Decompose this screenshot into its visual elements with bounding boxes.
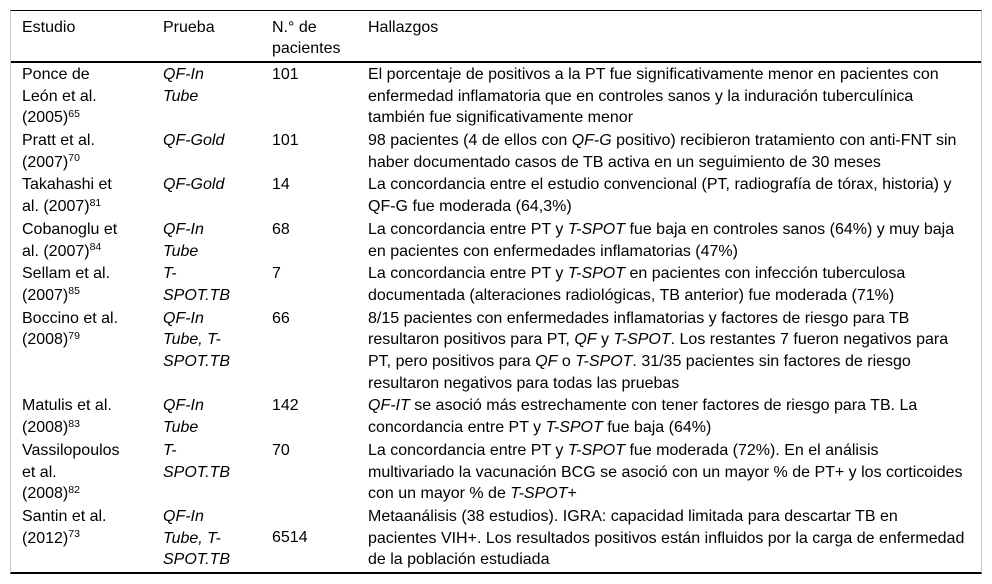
- findings-text: +: [567, 485, 577, 503]
- study-name: Matulis et al. (2008): [22, 397, 112, 437]
- findings-text: en pacientes con infección tuberculosa documentada (alteraciones radiológicas, TB anterior) fue moderada (71%): [368, 265, 906, 304]
- table-row: [11, 395, 981, 439]
- study-name: Vassilopoulos et al. (2008): [22, 441, 120, 503]
- study-name: Boccino et al. (2008): [22, 309, 119, 349]
- citation-ref: 83: [68, 417, 80, 430]
- table-row: [11, 263, 981, 307]
- study-name: Ponce de León et al. (2005): [22, 65, 97, 127]
- test-cell: QF-In Tube, T-SPOT.TB: [163, 309, 230, 371]
- test-cell: T-SPOT.TB: [163, 441, 230, 481]
- findings-text: 98 pacientes (4 de ellos con: [368, 132, 572, 150]
- patients-count-cell: 68: [272, 220, 290, 238]
- citation-ref: 82: [68, 483, 80, 496]
- patients-count-cell: 7: [272, 265, 281, 283]
- table-row: [11, 439, 981, 505]
- test-name-emphasis: T-SPOT: [510, 485, 568, 503]
- findings-cell: [368, 174, 981, 218]
- study-cell: [11, 63, 163, 129]
- findings-cell: [368, 63, 981, 129]
- findings-cell: [368, 130, 981, 174]
- patients-count-cell: 66: [272, 309, 290, 327]
- study-cell: [11, 174, 163, 218]
- study-name: Santin et al. (2012): [22, 507, 107, 547]
- study-cell: [11, 263, 163, 307]
- findings-cell: [368, 439, 981, 505]
- citation-ref: 73: [68, 528, 80, 541]
- patients-count-cell: 142: [272, 397, 299, 415]
- test-cell: T-SPOT.TB: [163, 265, 230, 304]
- findings-text: La concordancia entre PT y: [368, 220, 568, 238]
- patients-count-cell: 70: [272, 441, 290, 459]
- findings-text: Metaanálisis (38 estudios). IGRA: capacidad limitada para descartar TB en pacientes VIH+. Los resultados positivos están influidos por la carga de enfermedad de la población estudiada: [368, 507, 965, 569]
- findings-text: positivo) recibieron tratamiento con anti-FNT sin haber documentado casos de TB activa en un seguimiento de 30 meses: [368, 132, 957, 171]
- study-cell: [11, 439, 163, 505]
- test-name-emphasis: T-SPOT: [575, 353, 633, 371]
- findings-cell: [368, 218, 981, 262]
- test-name-emphasis: T-SPOT: [567, 441, 626, 459]
- test-name-emphasis: QF: [574, 331, 597, 349]
- findings-cell: [368, 505, 981, 571]
- test-cell: QF-In Tube: [163, 397, 204, 437]
- findings-text: 8/15 pacientes con enfermedades inflamatorias y factores de riesgo para TB resultaron positivos para PT,: [368, 309, 910, 349]
- findings-text: . 31/35 pacientes sin factores de riesgo resultaron negativos para todas las pruebas: [368, 353, 911, 392]
- igra-studies-table: [10, 10, 982, 574]
- findings-text: fue moderada (72%). En el análisis multivariado la vacunación BCG se asoció con un mayor % de PT+ y los corticoides con un mayor % de: [368, 441, 963, 503]
- study-cell: [11, 307, 163, 351]
- column-header-estudio: Estudio: [22, 18, 76, 36]
- findings-text: El porcentaje de positivos a la PT fue significativamente menor en pacientes con enfermedad inflamatoria que en controles sanos y la induración tuberculínica también fue significativamente menor: [368, 65, 939, 127]
- study-name: Takahashi et al. (2007): [22, 176, 112, 216]
- citation-ref: 70: [68, 152, 80, 165]
- findings-text: o: [557, 353, 576, 371]
- findings-cell: [368, 307, 981, 395]
- column-header-prueba: Prueba: [163, 18, 215, 36]
- patients-count-cell: 101: [272, 132, 299, 150]
- test-name-emphasis: T-SPOT: [567, 220, 626, 238]
- test-cell: QF-In Tube, T-SPOT.TB: [163, 507, 230, 569]
- patients-count-cell: 6514: [272, 529, 308, 547]
- table-row: [11, 307, 981, 395]
- column-header-pacientes: N.° de pacientes: [272, 18, 341, 58]
- study-cell: [11, 395, 163, 439]
- citation-ref: 65: [68, 107, 80, 120]
- study-name: Pratt et al. (2007): [22, 132, 95, 171]
- test-name-emphasis: T-SPOT: [567, 265, 626, 283]
- table-row: [11, 505, 981, 571]
- table-row: [11, 63, 981, 129]
- column-header-hallazgos: Hallazgos: [368, 18, 439, 36]
- findings-text: La concordancia entre PT y: [368, 265, 568, 283]
- study-cell: [11, 218, 163, 262]
- findings-text: La concordancia entre el estudio convencional (PT, radiografía de tórax, historia) y QF-G fue moderada (64,3%): [368, 176, 952, 216]
- study-name: Sellam et al. (2007): [22, 265, 111, 304]
- test-cell: QF-In Tube: [163, 65, 204, 105]
- test-name-emphasis: QF-IT: [368, 397, 410, 415]
- test-cell: QF-In Tube: [163, 220, 204, 260]
- test-name-emphasis: QF-G: [571, 132, 612, 150]
- table-row: [11, 130, 981, 174]
- findings-text: La concordancia entre PT y: [368, 441, 568, 459]
- citation-ref: 81: [89, 196, 102, 209]
- findings-cell: [368, 263, 981, 307]
- citation-ref: 85: [68, 285, 80, 298]
- findings-text: . Los restantes 7 fueron negativos para PT, pero positivos para: [368, 331, 949, 371]
- table-row: [11, 218, 981, 262]
- findings-text: se asoció más estrechamente con tener factores de riesgo para TB. La concordancia entre PT y: [368, 397, 918, 437]
- test-name-emphasis: T-SPOT: [545, 419, 603, 437]
- test-cell: QF-Gold: [163, 176, 225, 194]
- findings-text: fue baja (64%): [602, 419, 712, 437]
- study-cell: [11, 130, 163, 174]
- citation-ref: 84: [89, 241, 102, 254]
- test-name-emphasis: T-SPOT: [613, 331, 671, 349]
- test-name-emphasis: QF: [535, 353, 558, 371]
- findings-text: y: [596, 331, 614, 349]
- patients-count-cell: 14: [272, 176, 290, 194]
- table-body: [11, 63, 981, 571]
- test-cell: QF-Gold: [163, 132, 225, 150]
- table-header-row: [11, 11, 981, 63]
- study-name: Cobanoglu et al. (2007): [22, 220, 118, 260]
- findings-cell: [368, 395, 981, 439]
- citation-ref: 79: [68, 329, 80, 342]
- patients-count-cell: 101: [272, 65, 299, 83]
- study-cell: [11, 505, 163, 549]
- findings-text: fue baja en controles sanos (64%) y muy baja en pacientes con enfermedades inflamatorias (47%): [368, 220, 955, 260]
- table-row: [11, 174, 981, 218]
